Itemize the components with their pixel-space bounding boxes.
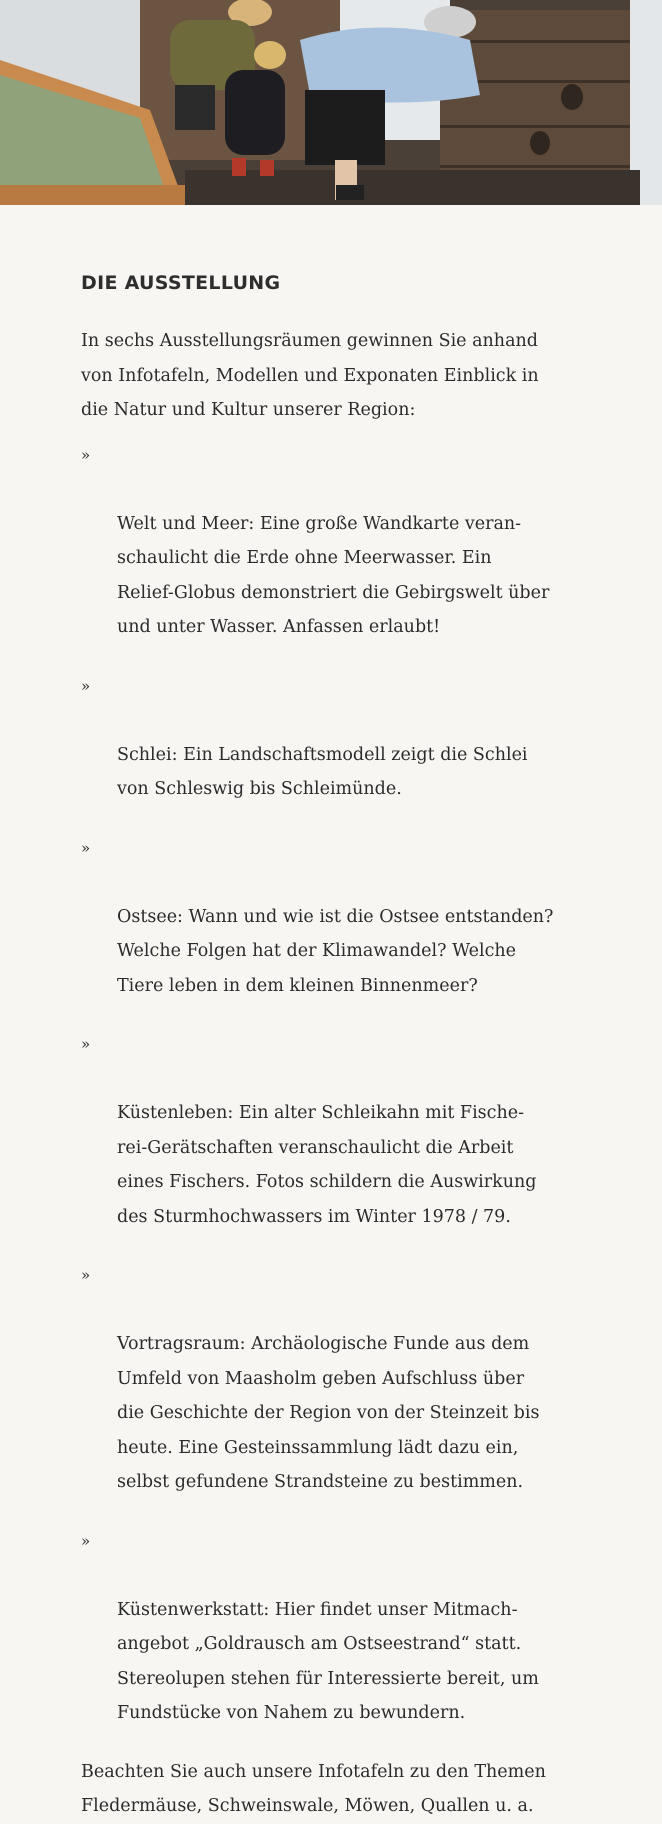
header-photo (0, 0, 662, 205)
bullet-icon: » (81, 445, 91, 464)
section-heading: DIE AUSSTELLUNG (81, 272, 281, 294)
bullet-icon: » (81, 1266, 91, 1284)
list-item (81, 669, 621, 807)
bullet-icon: » (81, 1531, 91, 1550)
bullet-icon: » (81, 676, 91, 695)
exhibition-section (81, 270, 621, 1824)
intro-paragraph: In sechs Ausstellungsräumen gewinnen Sie anhand von Infotafeln, Modellen und Exponaten Einblick in die Natur und Kultur unserer Region: (81, 331, 539, 420)
list-item-text: Küstenleben: Ein alter Schleikahn mit Fische- rei-Gerätschaften veranschaulicht die Arbeit eines Fischers. Fotos schildern die Auswirkung des Sturmhochwassers im Winter 1978 / 79. (117, 1103, 537, 1227)
list-item-text: Küstenwerkstatt: Hier findet unser Mitmach- angebot „Goldrausch am Ostseestrand“ statt. Stereolupen stehen für Interessierte bereit, um Fundstücke von Nahem zu bewundern. (117, 1599, 539, 1723)
list-item (81, 1524, 621, 1731)
bullet-icon: » (81, 838, 91, 857)
list-item (81, 1258, 621, 1500)
list-item (81, 831, 621, 1004)
list-item-text: Vortragsraum: Archäologische Funde aus dem Umfeld von Maasholm geben Aufschluss über die Geschichte der Region von der Steinzeit bis heute. Eine Gesteinssammlung lädt dazu ein, selbst gefundene Strandsteine zu bestimmen. (117, 1334, 540, 1492)
bullet-icon: » (81, 1035, 91, 1053)
list-item (81, 1027, 621, 1234)
list-item-text: Ostsee: Wann und wie ist die Ostsee entstanden? Welche Folgen hat der Klimawandel? Welche Tiere leben in dem kleinen Binnenmeer? (117, 906, 554, 996)
room-list (81, 438, 621, 1731)
list-item (81, 438, 621, 645)
outro-paragraph: Beachten Sie auch unsere Infotafeln zu den Themen Fledermäuse, Schweinswale, Möwen, Quallen u. a. (81, 1761, 546, 1816)
list-item-text: Schlei: Ein Landschaftsmodell zeigt die Schlei von Schleswig bis Schleimünde. (117, 744, 528, 799)
list-item-text: Welt und Meer: Eine große Wandkarte veran- schaulicht die Erde ohne Meerwasser. Ein Relief-Globus demonstriert die Gebirgswelt über und unter Wasser. Anfassen erlaubt! (117, 513, 550, 637)
